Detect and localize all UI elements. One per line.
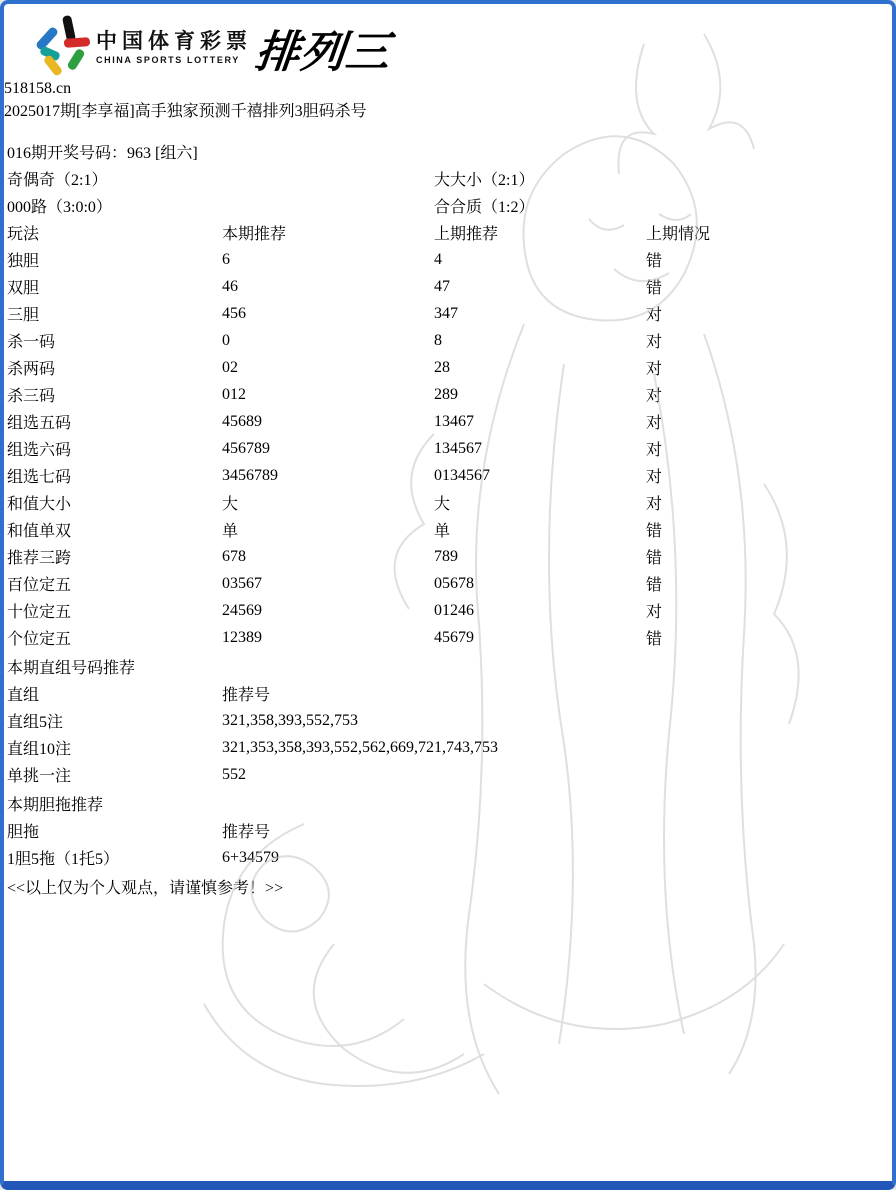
current-recommendation: 大 [222,496,239,513]
header-current: 本期推荐 [222,226,287,243]
current-recommendation: 46 [222,277,238,295]
pailie3-char2: 列 [297,28,349,77]
recommend-label: 单挑一注 [7,768,72,785]
current-recommendation: 12389 [222,628,262,646]
current-recommendation: 24569 [222,601,262,619]
current-recommendation: 456789 [222,439,270,457]
play-name: 组选六码 [7,442,72,459]
route-pattern: 000路（3:0:0） [7,199,112,216]
current-recommendation: 03567 [222,574,262,592]
summary-row-2 [6,193,848,218]
brand-text-block [96,31,252,65]
play-name: 十位定五 [7,604,72,621]
last-recommendation: 28 [434,358,450,376]
header-play: 玩法 [7,226,40,243]
play-name: 杀一码 [7,334,56,351]
last-recommendation: 789 [434,547,458,565]
last-result: 对 [646,469,663,486]
main-table-row [6,571,848,596]
main-table-row [6,517,848,542]
main-table-row [6,409,848,434]
main-table-row [6,382,848,407]
last-result: 错 [646,550,663,567]
recommend-label: 1胆5拖（1托5） [7,851,120,868]
last-result: 对 [646,307,663,324]
play-name: 三胆 [7,307,40,324]
prediction-table [4,137,850,901]
current-recommendation: 0 [222,331,230,349]
last-recommendation: 0134567 [434,466,490,484]
recommend-row [6,845,848,870]
main-table-row [6,436,848,461]
last-result: 错 [646,280,663,297]
last-recommendation: 05678 [434,574,474,592]
recommend-value: 552 [222,765,246,783]
play-name: 个位定五 [7,631,72,648]
main-table-row [6,463,848,488]
direct-header-label: 直组 [7,687,40,704]
last-result: 错 [646,577,663,594]
last-result: 对 [646,361,663,378]
footer-note-row [6,874,848,899]
direct-header-row [6,681,848,706]
recommend-value: 321,358,393,552,753 [222,711,358,729]
header-result: 上期情况 [646,226,711,243]
dantuo-header-label: 胆拖 [7,824,40,841]
main-table-row [6,328,848,353]
recommend-row [6,708,848,733]
pailie3-char1: 排 [252,28,304,77]
size-pattern: 大大小（2:1） [434,172,535,189]
main-table-row [6,355,848,380]
last-result: 错 [646,631,663,648]
last-result: 对 [646,415,663,432]
prime-pattern: 合合质（1:2） [434,199,535,216]
last-recommendation: 47 [434,277,450,295]
last-recommendation: 45679 [434,628,474,646]
current-recommendation: 456 [222,304,246,322]
dantuo-section-title-row [6,791,848,816]
pailie3-logo [253,16,395,80]
last-recommendation: 4 [434,250,442,268]
page-title: 2025017期[李享福]高手独家预测千禧排列3胆码杀号 [4,103,367,120]
play-name: 组选七码 [7,469,72,486]
dantuo-section-title: 本期胆拖推荐 [7,797,104,814]
last-result: 错 [646,523,663,540]
current-recommendation: 3456789 [222,466,278,484]
play-name: 杀两码 [7,361,56,378]
site-url-badge[interactable]: 518158.cn [4,80,72,97]
recommend-label: 直组5注 [7,714,64,731]
last-result: 对 [646,496,663,513]
current-recommendation: 02 [222,358,238,376]
draw-result: 016期开奖号码：963 [组六] [7,145,198,162]
play-name: 百位定五 [7,577,72,594]
recommend-value: 321,353,358,393,552,562,669,721,743,753 [222,738,498,756]
last-recommendation: 01246 [434,601,474,619]
last-recommendation: 大 [434,496,451,513]
recommend-row [6,762,848,787]
direct-section-title: 本期直组号码推荐 [7,660,136,677]
last-result: 对 [646,388,663,405]
direct-header-value: 推荐号 [222,687,271,704]
parity-pattern: 奇偶奇（2:1） [7,172,108,189]
main-table-row [6,274,848,299]
current-recommendation: 6 [222,250,230,268]
play-name: 组选五码 [7,415,72,432]
header-last: 上期推荐 [434,226,499,243]
play-name: 和值单双 [7,523,72,540]
main-table-row [6,598,848,623]
recommend-value: 6+34579 [222,848,280,866]
last-result: 对 [646,442,663,459]
pailie3-char3: 三 [342,28,394,77]
last-recommendation: 134567 [434,439,482,457]
recommend-label: 直组10注 [7,741,72,758]
main-table-row [6,544,848,569]
brand-name-en: CHINA SPORTS LOTTERY [96,55,240,65]
recommend-row [6,735,848,760]
current-recommendation: 单 [222,523,239,540]
last-result: 对 [646,334,663,351]
brand-name-cn: 中国体育彩票 [96,30,252,53]
main-header-row [6,220,848,245]
sports-lottery-logo-icon [32,22,88,74]
main-table-row [6,247,848,272]
last-recommendation: 单 [434,523,451,540]
play-name: 杀三码 [7,388,56,405]
main-table-row [6,301,848,326]
current-recommendation: 012 [222,385,246,403]
last-recommendation: 8 [434,331,442,349]
last-result: 对 [646,604,663,621]
play-name: 推荐三跨 [7,550,72,567]
current-recommendation: 678 [222,547,246,565]
current-recommendation: 45689 [222,412,262,430]
last-recommendation: 13467 [434,412,474,430]
dantuo-header-row [6,818,848,843]
last-result: 错 [646,253,663,270]
brand-logo-row [32,16,892,80]
page-header [4,16,892,137]
play-name: 双胆 [7,280,40,297]
dantuo-header-value: 推荐号 [222,824,271,841]
main-table-row [6,490,848,515]
main-table-row [6,625,848,650]
play-name: 和值大小 [7,496,72,513]
play-name: 独胆 [7,253,40,270]
draw-result-row [6,139,848,164]
disclaimer-note: <<以上仅为个人观点，请谨慎参考！>> [7,880,284,897]
summary-row-1 [6,166,848,191]
last-recommendation: 289 [434,385,458,403]
last-recommendation: 347 [434,304,458,322]
direct-section-title-row [6,654,848,679]
